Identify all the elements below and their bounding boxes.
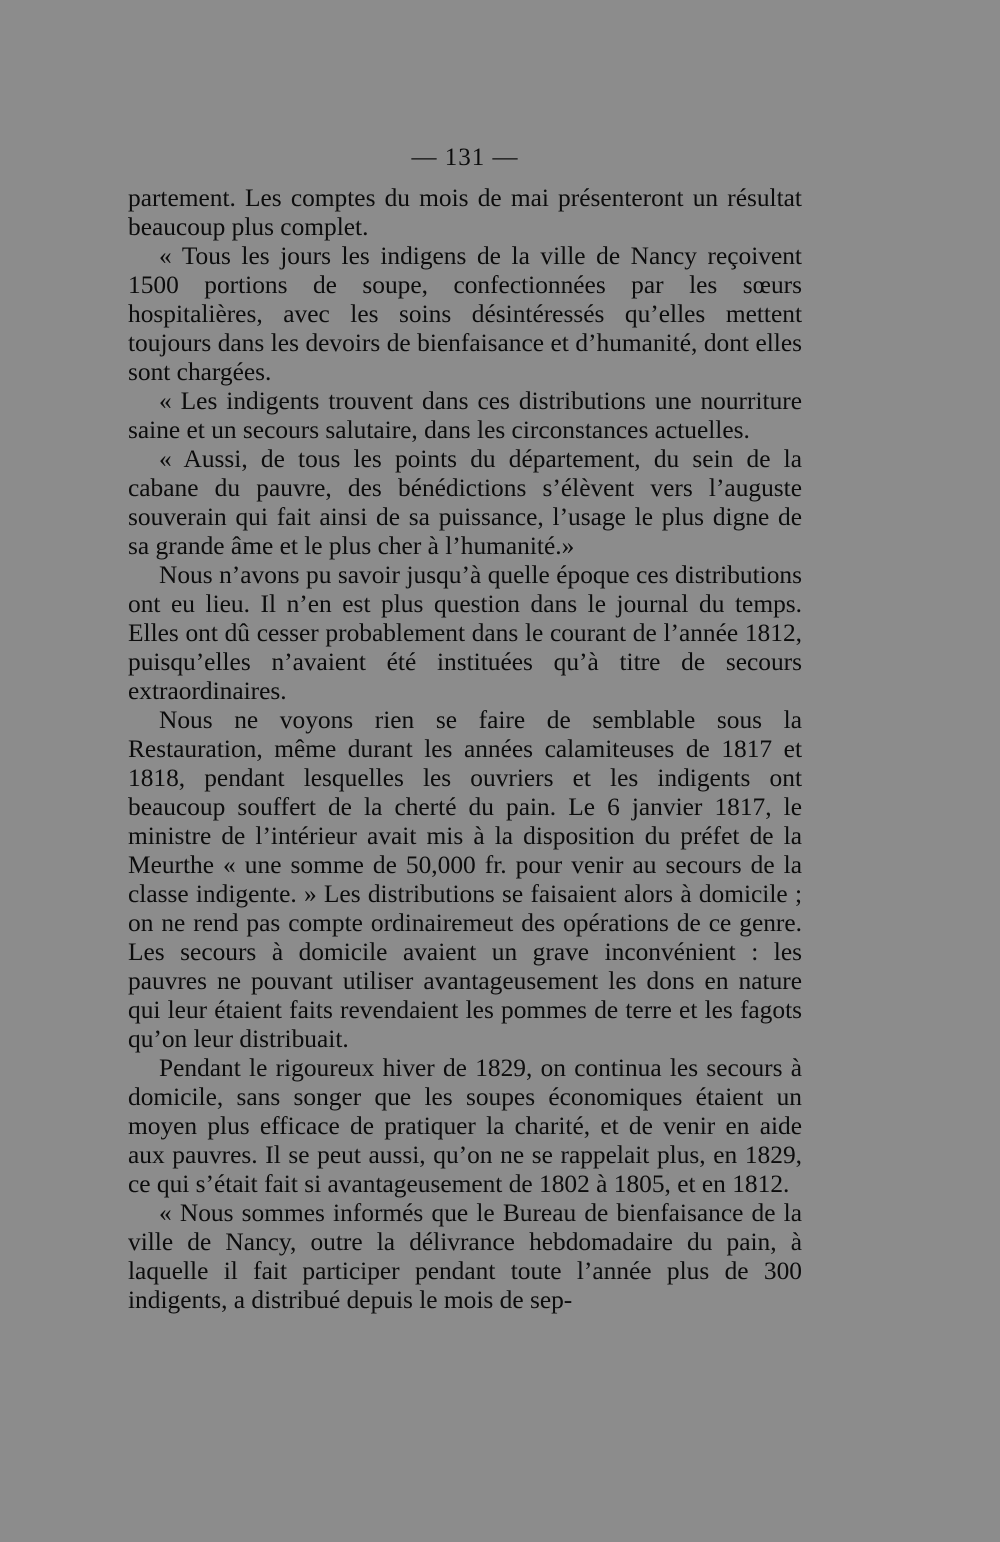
body-text (128, 184, 802, 1315)
paragraph-8: « Nous sommes informés que le Bureau de bienfaisance de la ville de Nancy, outre la délivrance hebdomadaire du pain, à laquelle il fait participer pendant toute l’année plus de 300 indigents, a distribué depuis le mois de sep- (128, 1199, 802, 1314)
book-page (128, 140, 802, 1315)
page-number: — 131 — (411, 144, 519, 171)
paragraph-2: « Tous les jours les indigens de la ville de Nancy reçoivent 1500 portions de soupe, confectionnées par les sœurs hospitalières, avec les soins désintéressés qu’elles mettent toujours dans les devoirs de bienfaisance et d’humanité, dont elles sont chargées. (128, 242, 802, 386)
paragraph-3: « Les indigents trouvent dans ces distributions une nourriture saine et un secours salutaire, dans les circonstances actuelles. (128, 387, 802, 444)
paragraph-6: Nous ne voyons rien se faire de semblable sous la Restauration, même durant les années calamiteuses de 1817 et 1818, pendant lesquelles les ouvriers et les indigents ont beaucoup souffert de la cherté du pain. Le 6 janvier 1817, le ministre de l’intérieur avait mis à la disposition du préfet de la Meurthe « une somme de 50,000 fr. pour venir au secours de la classe indigente. » Les distributions se faisaient alors à domicile ; on ne rend pas compte ordinairemeut des opérations de ce genre. Les secours à domicile avaient un grave inconvénient : les pauvres ne pouvant utiliser avantageusement les dons en nature qui leur étaient faits revendaient les pommes de terre et les fagots qu’on leur distribuait. (128, 706, 802, 1053)
paragraph-5: Nous n’avons pu savoir jusqu’à quelle époque ces distributions ont eu lieu. Il n’en est plus question dans le journal du temps. Elles ont dû cesser probablement dans le courant de l’année 1812, puisqu’elles n’avaient été instituées qu’à titre de secours extraordinaires. (128, 561, 802, 705)
paragraph-4: « Aussi, de tous les points du département, du sein de la cabane du pauvre, des bénédictions s’élèvent vers l’auguste souverain qui fait ainsi de sa puissance, l’usage le plus digne de sa grande âme et le plus cher à l’humanité.» (128, 445, 802, 560)
paragraph-7: Pendant le rigoureux hiver de 1829, on continua les secours à domicile, sans songer que les soupes économiques étaient un moyen plus efficace de pratiquer la charité, et de venir en aide aux pauvres. Il se peut aussi, qu’on ne se rappelait plus, en 1829, ce qui s’était fait si avantageusement de 1802 à 1805, et en 1812. (128, 1054, 802, 1198)
paragraph-1: partement. Les comptes du mois de mai présenteront un résultat beaucoup plus complet. (128, 184, 802, 241)
